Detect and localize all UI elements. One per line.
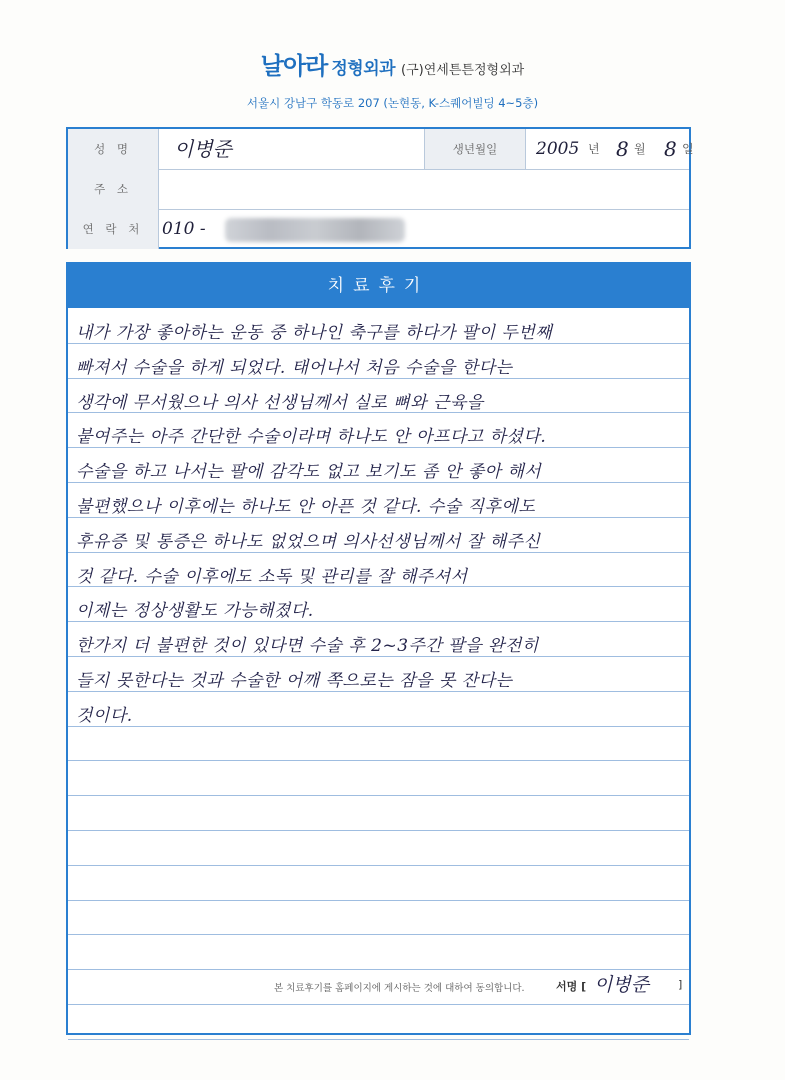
ruled-line <box>68 830 689 831</box>
clinic-logo <box>0 46 785 81</box>
handwritten-line: 것 같다. 수술 이후에도 소독 및 관리를 잘 해주셔서 <box>76 566 468 587</box>
handwritten-line: 한가지 더 불편한 것이 있다면 수술 후 2~3주간 팔을 완전히 <box>76 636 539 657</box>
review-title: 치료후기 <box>68 264 689 308</box>
handwritten-line: 들지 못한다는 것과 수술한 어깨 쪽으로는 잠을 못 잔다는 <box>76 671 513 691</box>
clinic-header <box>0 46 785 111</box>
ruled-line <box>68 900 689 901</box>
ruled-line <box>68 1004 689 1005</box>
signature-label: 서명 [ <box>556 980 587 993</box>
name-label: 성 명 <box>68 129 159 169</box>
ruled-line <box>68 865 689 866</box>
handwritten-line: 불편했으나 이후에는 하나도 안 아픈 것 같다. 수술 직후에도 <box>76 497 536 517</box>
dob-month-unit: 월 <box>634 142 646 156</box>
review-box <box>66 262 691 1035</box>
name-value: 이병준 <box>174 137 232 161</box>
handwritten-line: 내가 가장 좋아하는 운동 중 하나인 축구를 하다가 팔이 두번째 <box>76 323 553 343</box>
handwritten-line: 붙여주는 아주 간단한 수술이라며 하나도 안 아프다고 하셨다. <box>76 427 547 448</box>
ruled-line <box>68 795 689 796</box>
ruled-line <box>68 1039 689 1040</box>
consent-footer <box>0 972 785 1002</box>
logo-former-name: (구)연세튼튼정형외과 <box>401 63 525 78</box>
ruled-line <box>68 934 689 935</box>
dob-label: 생년월일 <box>424 129 526 169</box>
logo-sub-text: 정형외과 <box>331 59 396 79</box>
phone-value: 010 - <box>162 219 206 239</box>
name-row <box>68 129 694 170</box>
dob-month: 8 <box>616 137 629 161</box>
consent-text: 본 치료후기를 홈페이지에 게시하는 것에 대하여 동의합니다. <box>274 983 525 994</box>
handwritten-line: 수술을 하고 나서는 팔에 감각도 없고 보기도 좀 안 좋아 해서 <box>76 462 542 483</box>
phone-row <box>68 209 689 249</box>
phone-label: 연 락 처 <box>68 209 159 249</box>
address-row <box>68 169 689 210</box>
handwritten-line: 후유증 및 통증은 하나도 없었으며 의사선생님께서 잘 해주신 <box>76 531 541 552</box>
signature-value: 이병준 <box>594 974 650 996</box>
dob-day: 8 <box>664 137 677 161</box>
logo-main-text: 날아라 <box>260 52 328 80</box>
patient-info-table <box>66 127 694 249</box>
dob-year-unit: 년 <box>588 142 600 156</box>
handwritten-line: 것이다. <box>76 705 133 726</box>
redacted-phone <box>225 218 405 242</box>
address-label: 주 소 <box>68 169 159 209</box>
dob-year: 2005 <box>536 139 580 159</box>
clinic-address: 서울시 강남구 학동로 207 (논현동, K-스퀘어빌딩 4~5층) <box>246 96 539 110</box>
ruled-line <box>68 760 689 761</box>
handwritten-line: 이제는 정상생활도 가능해졌다. <box>76 601 314 622</box>
handwritten-line: 빠져서 수술을 하게 되었다. 태어나서 처음 수술을 한다는 <box>76 357 513 378</box>
dob-day-unit: 일 <box>682 142 694 156</box>
handwritten-line: 생각에 무서웠으나 의사 선생님께서 실로 뼈와 근육을 <box>76 392 484 413</box>
signature-bracket-end: ] <box>678 978 683 991</box>
